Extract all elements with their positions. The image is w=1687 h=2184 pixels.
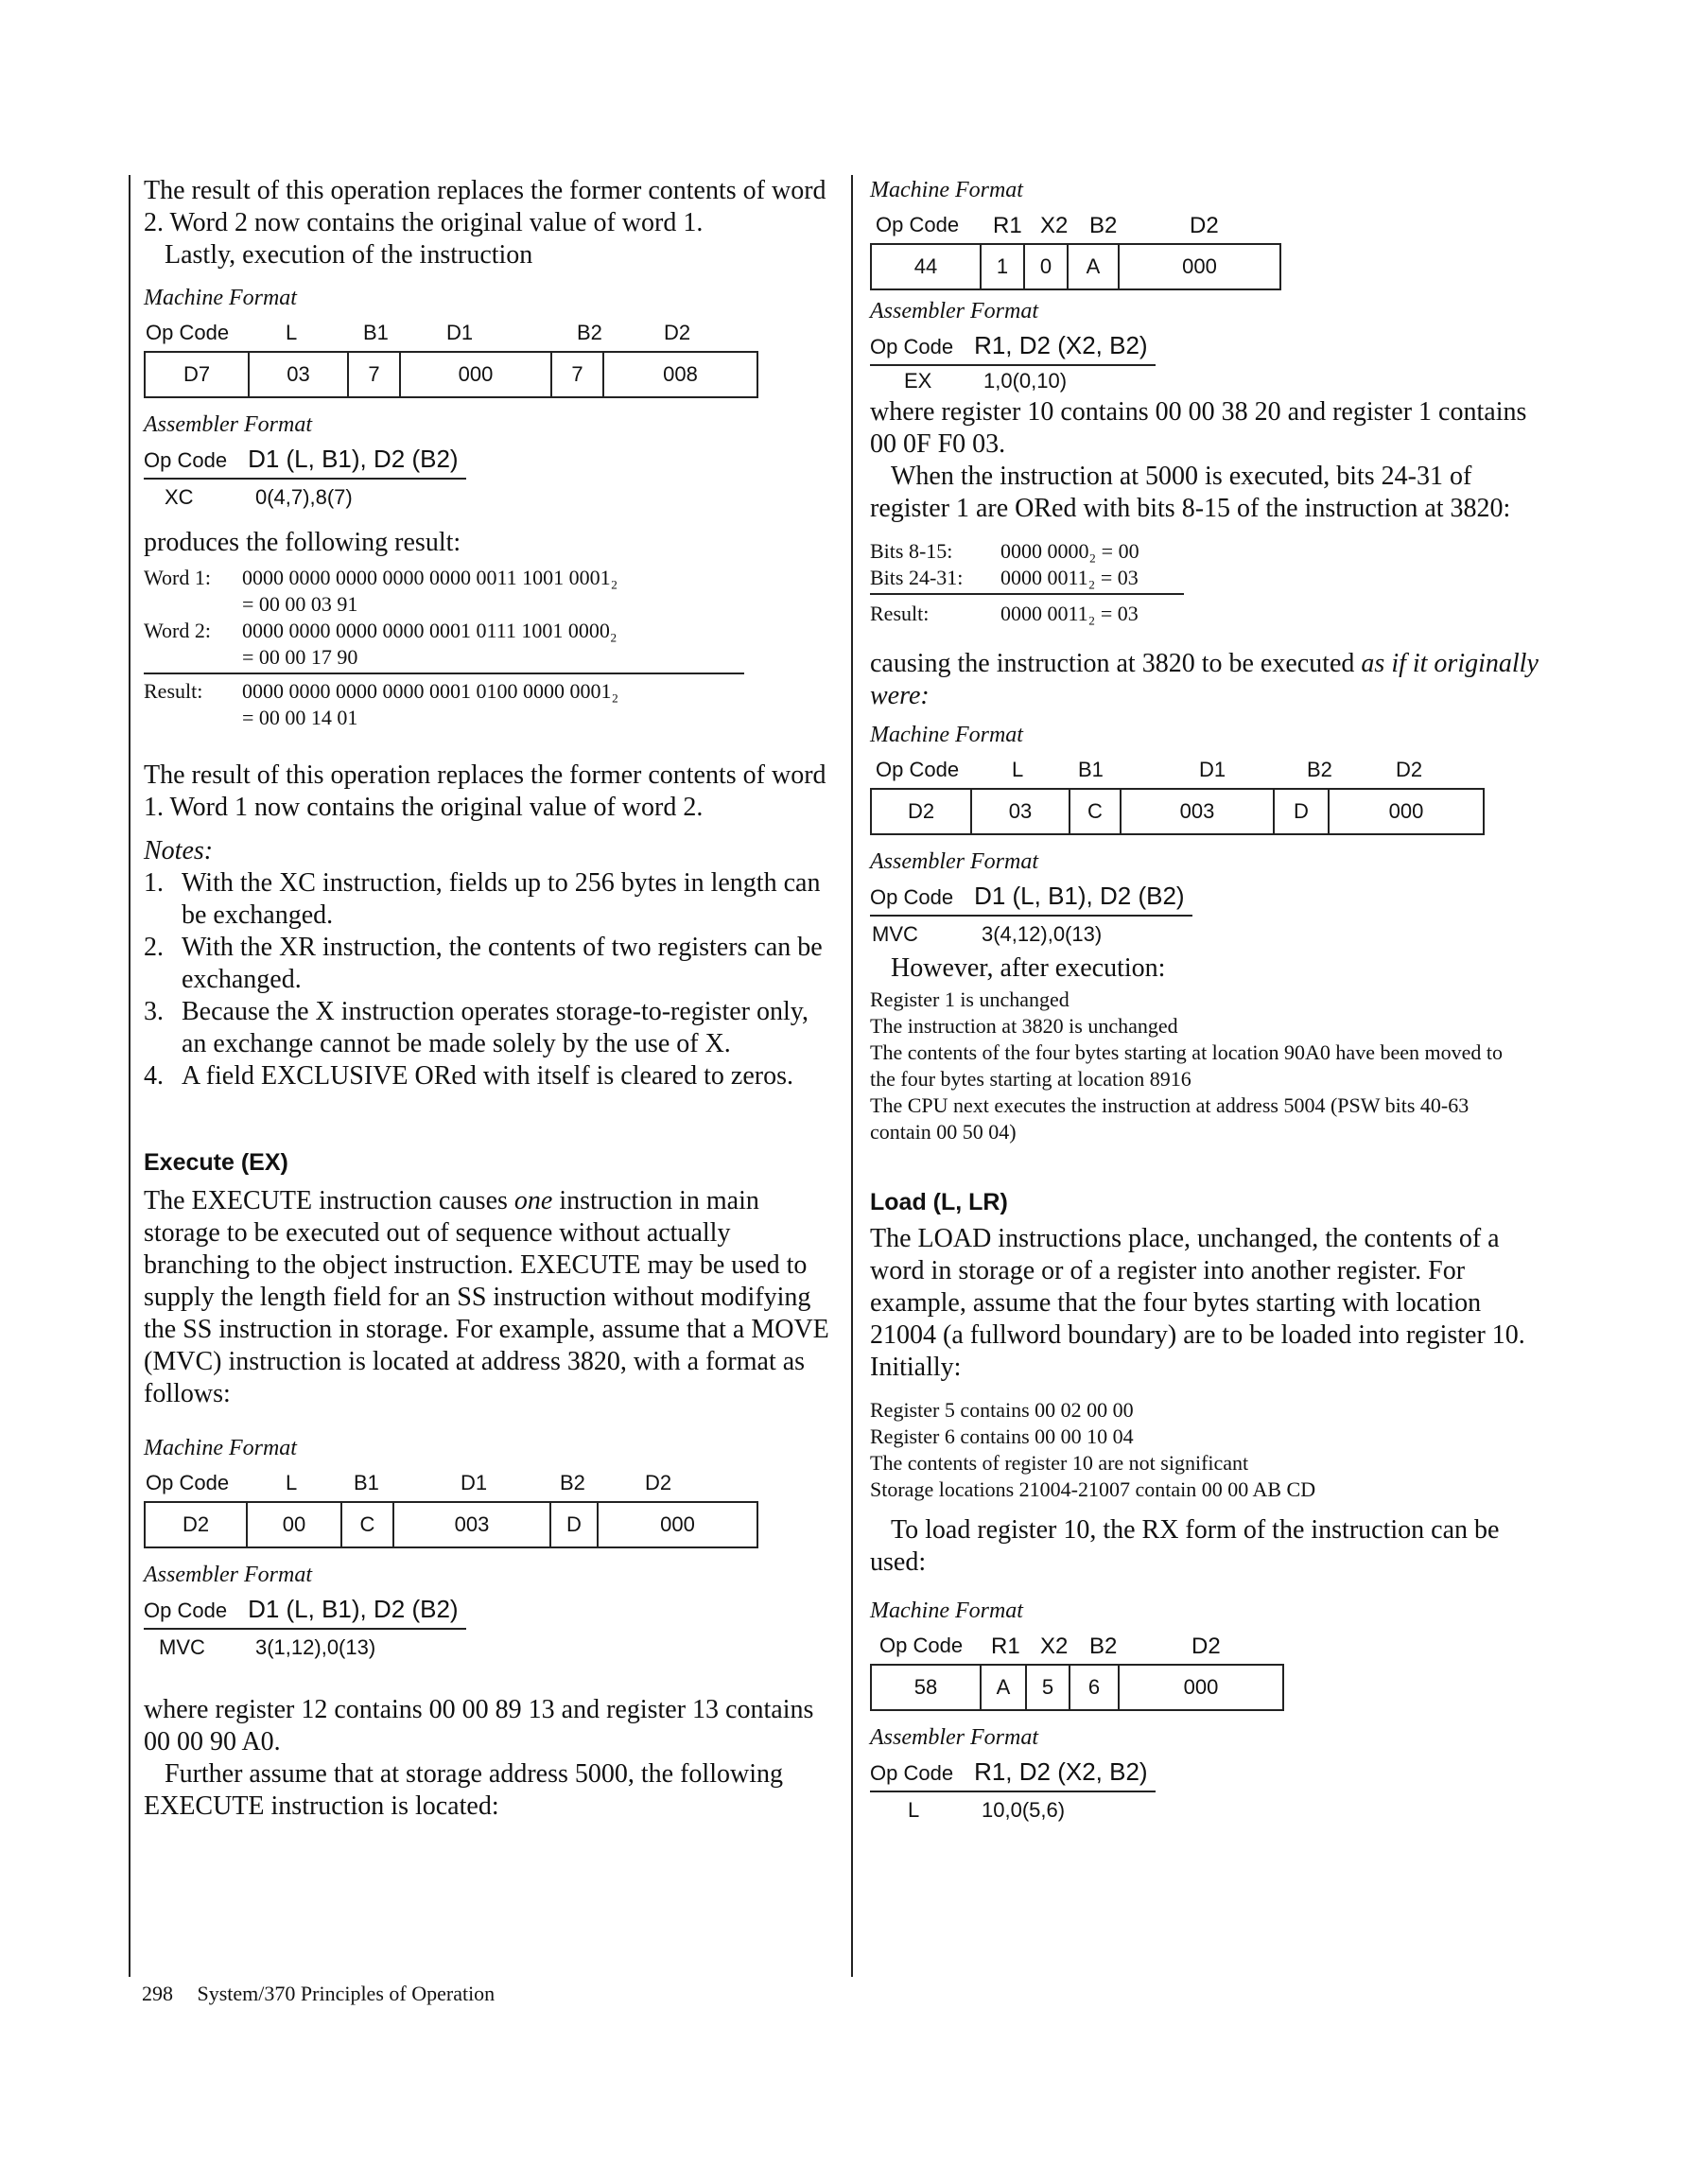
label-x2: X2 [1040,1634,1069,1659]
execute-paragraph [144,1185,829,1410]
notes-list [144,867,829,1092]
initial-item: Storage locations 21004-21007 contain 00 00 AB CD [870,1477,1316,1501]
field-l: 00 [248,1503,342,1546]
asm-op: EX [904,369,932,393]
assembler-format-title: Assembler Format [870,849,1038,874]
field-x2: 5 [1027,1666,1070,1709]
note-item [144,996,829,1060]
label-d1: D1 [446,321,474,344]
field-b2: A [1069,245,1120,288]
assembler-format-title: Assembler Format [144,1563,312,1587]
load-heading: Load (L, LR) [870,1189,1008,1215]
asm-operands: 3(4,12),0(13) [982,922,1103,946]
field-labels [144,1463,829,1501]
assembler-format-mvc [144,1560,829,1666]
label-d2: D2 [664,321,691,344]
field-labels [870,205,1551,243]
or-result-value: 0000 0011₂ = 03 [1000,602,1139,625]
word2-label: Word 2: [144,619,211,642]
right-column [851,175,1551,1977]
machine-format-title: Machine Format [870,723,1023,747]
label-b2: B2 [577,321,602,344]
produces-text: produces the following result: [144,528,461,557]
machine-format-mvc-effective [870,720,1551,835]
label-d1: D1 [1199,758,1226,781]
machine-format-title: Machine Format [144,1436,297,1460]
assembler-format-mvc-effective [870,847,1551,952]
field-labels [144,313,829,351]
when-exec-paragraph: When the instruction at 5000 is executed, bits 24-31 of register 1 are ORed with bits 8-15 of the instruction at 3820: [870,462,1511,523]
asm-op: XC [165,485,194,509]
note-number: 4. [144,1061,164,1091]
initial-item: The contents of register 10 are not significant [870,1451,1249,1475]
machine-format-title: Machine Format [870,178,1023,202]
machine-format-title: Machine Format [144,286,297,310]
field-b2: D [551,1503,599,1546]
label-b2: B2 [560,1471,585,1494]
or-result-rule [870,593,1184,595]
asm-operands: 1,0(0,10) [983,369,1068,393]
label-x2: X2 [1040,213,1069,238]
note-number: 2. [144,933,164,962]
label-d2: D2 [645,1471,672,1494]
asm-head-operands: D1 (L, B1), D2 (B2) [974,882,1185,910]
result-hex: = 00 00 14 01 [242,706,358,729]
label-b1: B1 [363,321,389,344]
asm-operands: 3(1,12),0(13) [255,1635,376,1659]
label-b2: B2 [1089,213,1118,238]
note-text: A field EXCLUSIVE ORed with itself is cleared to zeros. [182,1061,793,1091]
where-12-paragraph: where register 12 contains 00 00 89 13 and register 13 contains 00 00 90 A0. [144,1695,814,1756]
machine-format-l [870,1596,1551,1711]
note-number: 3. [144,997,164,1026]
bits-8-15-value: 0000 0000₂ = 00 [1000,539,1139,563]
bits-8-15-label: Bits 8-15: [870,539,953,563]
assembler-row [870,917,1551,952]
word2-hex: = 00 00 17 90 [242,645,358,669]
page-number: 298 [142,1982,173,2005]
word1-label: Word 1: [144,566,211,589]
field-d2: 000 [1388,799,1424,823]
note-item [144,867,829,932]
assembler-header [870,326,1156,366]
instruction-box [144,351,758,398]
notes-title: Notes: [144,836,214,865]
or-result-label: Result: [870,602,930,625]
further-paragraph: Further assume that at storage address 5000, the following EXECUTE instruction is located: [144,1759,783,1821]
assembler-format-ex [870,296,1551,396]
asm-op: MVC [159,1635,205,1659]
machine-format-mvc [144,1433,829,1548]
page-footer [142,1982,495,2006]
field-d1: 003 [1122,790,1275,833]
assembler-format-title: Assembler Format [870,299,1038,323]
label-r1: R1 [991,1634,1020,1659]
note-text: With the XC instruction, fields up to 256 bytes in length can be exchanged. [182,868,821,930]
after-item: Register 1 is unchanged [870,987,1070,1011]
assembler-header [144,440,466,480]
asm-head-operands: D1 (L, B1), D2 (B2) [248,1595,459,1623]
result-binary: 0000 0000 0000 0000 0001 0100 0000 0001₂ [242,679,619,703]
asm-head-op: Op Code [144,1599,228,1622]
causing-paragraph [870,648,1551,712]
label-opcode: Op Code [876,758,960,781]
field-d1: 003 [394,1503,551,1546]
however-text: However, after execution: [891,953,1166,983]
after-execution-list [870,987,1522,1145]
assembler-format-l [870,1722,1551,1828]
label-d2: D2 [1190,213,1219,238]
label-opcode: Op Code [876,213,960,236]
assembler-format-title: Assembler Format [870,1725,1038,1750]
assembler-header [870,877,1192,917]
note-item [144,1060,829,1092]
field-l: 03 [250,353,349,396]
label-b2: B2 [1307,758,1332,781]
after-item: The contents of the four bytes starting at location 90A0 have been moved to the four bytes starting at location 8916 [870,1040,1503,1091]
where-10-paragraph: where register 10 contains 00 00 38 20 and register 1 contains 00 0F F0 03. [870,397,1527,459]
note-item [144,932,829,996]
instruction-box [870,788,1485,835]
left-column [129,175,829,1977]
label-opcode: Op Code [879,1634,964,1657]
xc-calculation [144,565,744,731]
intro-paragraph: The result of this operation replaces the former contents of word 2. Word 2 now contains the original value of word 1. [144,176,826,237]
field-r1: 1 [982,245,1025,288]
assembler-header [144,1590,466,1630]
word2-binary: 0000 0000 0000 0000 0001 0111 1001 0000₂ [242,619,617,642]
assembler-row [870,1792,1551,1828]
label-d2: D2 [1191,1634,1221,1659]
ex-text-2: instruction in main storage to be executed out of sequence without actually branching to the object instruction. EXECUTE may be used to supply the length field for an SS instruction without modifying the SS instruction in storage. For example, assume that a MOVE (MVC) instruction is located at address 3820, with a format as follows: [144,1186,829,1408]
asm-head-op: Op Code [870,885,954,909]
label-r1: R1 [993,213,1022,238]
intro-lastly: Lastly, execution of the instruction [165,240,533,270]
footer-title: System/370 Principles of Operation [197,1982,496,2005]
field-opcode: 44 [872,245,982,288]
asm-operands: 10,0(5,6) [982,1798,1066,1822]
result-rule [144,673,744,674]
field-d2: 008 [663,362,698,386]
after-item: The instruction at 3820 is unchanged [870,1014,1178,1038]
causing-text: causing the instruction at 3820 to be executed [870,649,1362,678]
after-result-paragraph: The result of this operation replaces the former contents of word 1. Word 1 now contains the original value of word 2. [144,760,826,822]
instruction-box [144,1501,758,1548]
word1-binary: 0000 0000 0000 0000 0000 0011 1001 0001₂ [242,566,618,589]
label-b1: B1 [1078,758,1104,781]
note-text: With the XR instruction, the contents of two registers can be exchanged. [182,933,823,994]
word1-hex: = 00 00 03 91 [242,592,358,616]
assembler-format-xc [144,410,829,515]
field-d1: 000 [401,353,552,396]
field-labels [870,1626,1551,1664]
initial-item: Register 6 contains 00 00 10 04 [870,1424,1134,1448]
field-b1: C [1070,790,1122,833]
result-label: Result: [144,679,203,703]
initial-conditions-list [870,1397,1551,1503]
field-b2: 6 [1070,1666,1120,1709]
field-r1: A [982,1666,1027,1709]
field-x2: 0 [1025,245,1069,288]
execute-heading: Execute (EX) [144,1149,288,1176]
field-b1: 7 [349,353,401,396]
after-item: The CPU next executes the instruction at address 5004 (PSW bits 40-63 contain 00 50 04) [870,1093,1470,1144]
bits-24-31-label: Bits 24-31: [870,566,964,589]
label-b2: B2 [1089,1634,1118,1659]
field-d2: 000 [660,1512,695,1536]
field-opcode: 58 [872,1666,982,1709]
ex-text-1: The EXECUTE instruction causes [144,1186,514,1215]
initial-item: Register 5 contains 00 02 00 00 [870,1398,1134,1422]
load-paragraph: The LOAD instructions place, unchanged, the contents of a word in storage or of a register into another register. For example, assume that the four bytes starting with location 21004 (a fullword boundary) are to be loaded into register 10. Initially: [870,1224,1525,1382]
asm-op: L [908,1798,920,1822]
asm-head-op: Op Code [870,1761,954,1785]
label-l: L [1012,758,1024,781]
note-number: 1. [144,868,164,898]
assembler-format-title: Assembler Format [144,412,312,437]
assembler-header [870,1753,1156,1792]
bits-24-31-value: 0000 0011₂ = 03 [1000,566,1139,589]
asm-operands: 0(4,7),8(7) [255,485,353,509]
ex-text-em: one [513,1186,553,1215]
label-opcode: Op Code [146,321,230,344]
instruction-box [870,243,1281,290]
asm-op: MVC [872,922,918,946]
field-opcode: D2 [146,1503,248,1546]
asm-head-operands: D1 (L, B1), D2 (B2) [248,445,459,473]
assembler-row [144,480,829,515]
field-opcode: D2 [872,790,972,833]
label-l: L [286,321,298,344]
label-l: L [286,1471,298,1494]
to-load-paragraph: To load register 10, the RX form of the instruction can be used: [870,1515,1500,1577]
asm-head-op: Op Code [144,448,228,472]
field-b2: 7 [552,353,604,396]
label-opcode: Op Code [146,1471,230,1494]
assembler-row [144,1630,829,1666]
label-d2: D2 [1396,758,1423,781]
label-b1: B1 [354,1471,379,1494]
asm-head-operands: R1, D2 (X2, B2) [974,331,1148,359]
assembler-row [870,366,1551,396]
note-text: Because the X instruction operates storage-to-register only, an exchange cannot be made solely by the use of X. [182,997,809,1058]
asm-head-op: Op Code [870,335,954,358]
field-labels [870,750,1551,788]
field-d2: 000 [1182,254,1217,278]
label-d1: D1 [461,1471,488,1494]
field-b2: D [1275,790,1330,833]
causing-em: as if it originally were: [870,649,1539,710]
field-b1: C [342,1503,394,1546]
machine-format-xc [144,283,829,398]
field-d2: 000 [1183,1675,1219,1699]
or-calculation [870,538,1184,627]
field-opcode: D7 [146,353,250,396]
machine-format-ex [870,175,1551,290]
field-l: 03 [972,790,1070,833]
instruction-box [870,1664,1284,1711]
asm-head-operands: R1, D2 (X2, B2) [974,1757,1148,1786]
machine-format-title: Machine Format [870,1599,1023,1623]
